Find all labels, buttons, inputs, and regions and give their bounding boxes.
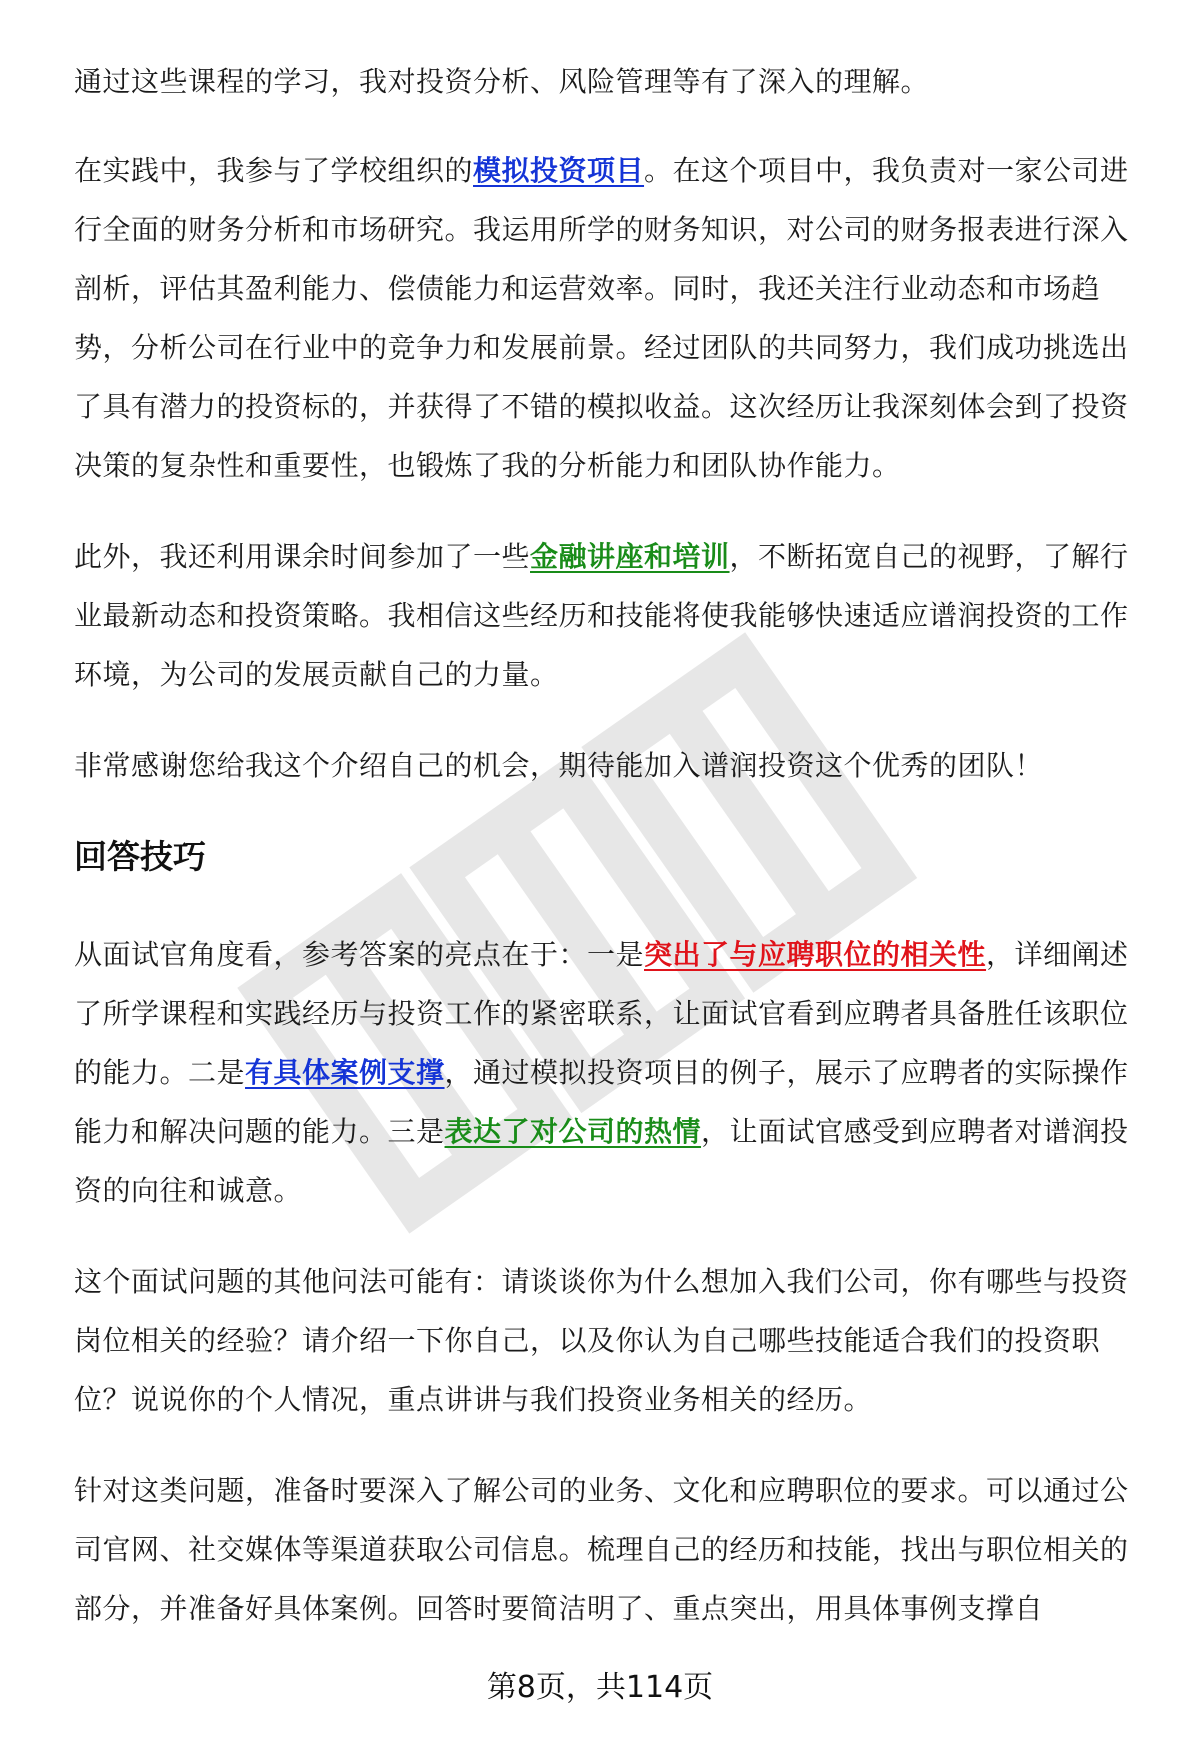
paragraph-preparation — [74, 1461, 1144, 1638]
highlight-lectures-training: 金融讲座和培训 — [530, 540, 730, 573]
paragraph-text: 。在这个项目中，我负责对一家公司进行全面的财务分析和市场研究。我运用所学的财务知识，对公司的财务报表进行深入剖析，评估其盈利能力、偿债能力和运营效率。同时，我还关注行业动态和市场趋势，分析公司在行业中的竞争力和发展前景。经过团队的共同努力，我们成功挑选出了具有潜力的投资标的，并获得了不错的模拟收益。这次经历让我深刻体会到了投资决策的复杂性和重要性，也锻炼了我的分析能力和团队协作能力。 — [74, 154, 1129, 482]
paragraph-text: ，让面试官感受到应聘者对谱润投资的向往和诚意。 — [74, 1115, 1129, 1207]
paragraph-text: 在实践中，我参与了学校组织的 — [74, 154, 474, 187]
document-body — [74, 52, 1144, 1670]
paragraph-courses — [74, 52, 1144, 111]
paragraph-text: 此外，我还利用课余时间参加了一些 — [74, 540, 531, 573]
page-number: 第8页，共114页 — [486, 1670, 714, 1705]
highlight-enthusiasm: 表达了对公司的热情 — [444, 1115, 702, 1148]
paragraph-text: 非常感谢您给我这个介绍自己的机会，期待能加入谱润投资这个优秀的团队！ — [74, 749, 1044, 782]
paragraph-highlights — [74, 925, 1144, 1220]
paragraph-text: 针对这类问题，准备时要深入了解公司的业务、文化和应聘职位的要求。可以通过公司官网、社交媒体等渠道获取公司信息。梳理自己的经历和技能，找出与职位相关的部分，并准备好具体案例。回答时要简洁明了、重点突出，用具体事例支撑自 — [74, 1474, 1129, 1625]
paragraph-text: 这个面试问题的其他问法可能有：请谈谈你为什么想加入我们公司，你有哪些与投资岗位相关的经验？请介绍一下你自己，以及你认为自己哪些技能适合我们的投资职位？说说你的个人情况，重点讲讲与我们投资业务相关的经历。 — [74, 1265, 1129, 1416]
paragraph-text: ，通过模拟投资项目的例子，展示了应聘者的实际操作能力和解决问题的能力。三是 — [74, 1056, 1129, 1148]
paragraph-alternatives — [74, 1252, 1144, 1429]
paragraph-text: ，不断拓宽自己的视野，了解行业最新动态和投资策略。我相信这些经历和技能将使我能够快速适应谱润投资的工作环境，为公司的发展贡献自己的力量。 — [74, 540, 1129, 691]
paragraph-extra-learning — [74, 527, 1144, 704]
paragraph-text: ，详细阐述了所学课程和实践经历与投资工作的紧密联系，让面试官看到应聘者具备胜任该职位的能力。二是 — [74, 938, 1129, 1089]
section-heading: 回答技巧 — [74, 837, 206, 876]
paragraph-thanks — [74, 736, 1144, 795]
highlight-case-support: 有具体案例支撑 — [245, 1056, 445, 1089]
highlight-relevance: 突出了与应聘职位的相关性 — [644, 938, 987, 971]
paragraph-practice — [74, 141, 1144, 495]
paragraph-text: 从面试官角度看，参考答案的亮点在于：一是 — [74, 938, 645, 971]
paragraph-text: 通过这些课程的学习，我对投资分析、风险管理等有了深入的理解。 — [74, 65, 930, 98]
highlight-simulated-investment: 模拟投资项目 — [473, 154, 645, 187]
